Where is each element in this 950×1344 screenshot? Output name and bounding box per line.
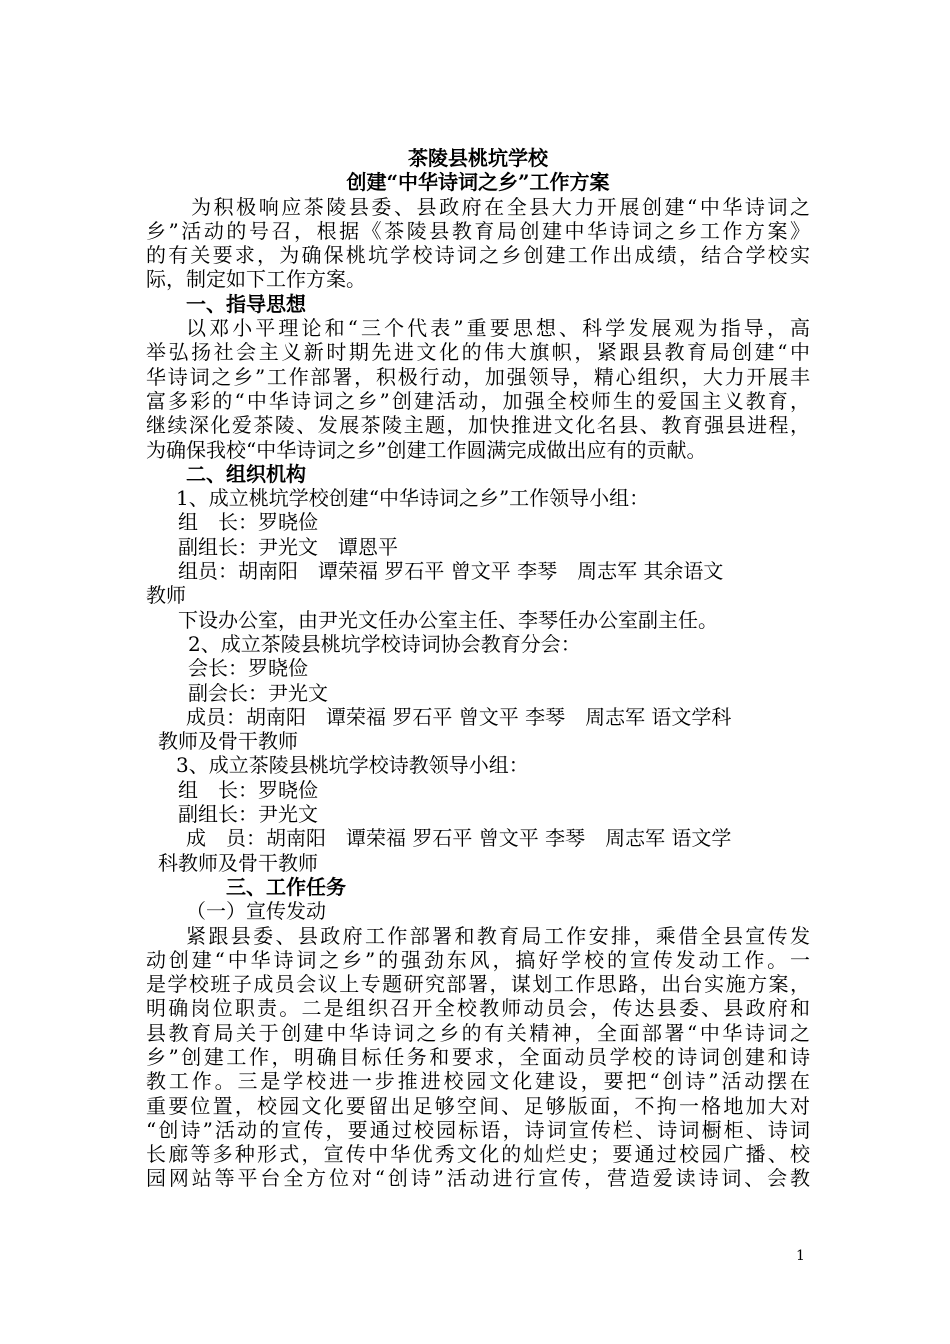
intro-line: 乡”活动的号召，根据《茶陵县教育局创建中华诗词之乡工作方案》 bbox=[146, 218, 810, 243]
paragraph-line: 是学校班子成员会议上专题研究部署，谋划工作思路，出台实施方案， bbox=[146, 972, 810, 997]
org-deputy: 副组长：尹光文 谭恩平 bbox=[178, 534, 398, 559]
org-leader: 会长：罗晓俭 bbox=[188, 656, 308, 681]
paragraph-line: “创诗”活动的宣传，要通过校园标语，诗词宣传栏、诗词橱柜、诗词 bbox=[146, 1117, 810, 1142]
paragraph-line: 紧跟县委、县政府工作部署和教育局工作安排，乘借全县宣传发 bbox=[186, 923, 810, 948]
paragraph-line: 富多彩的“中华诗词之乡”创建活动，加强全校师生的爱国主义教育， bbox=[146, 388, 810, 413]
org-members: 科教师及骨干教师 bbox=[158, 850, 318, 875]
section-heading: 二、组织机构 bbox=[186, 461, 306, 486]
org-group-title: 1、成立桃坑学校创建“中华诗词之乡”工作领导小组： bbox=[176, 486, 650, 511]
page-number: 1 bbox=[796, 1248, 805, 1264]
section-heading: 一、指导思想 bbox=[186, 291, 306, 316]
paragraph-line: 继续深化爱茶陵、发展茶陵主题，加快推进文化名县、教育强县进程， bbox=[146, 413, 810, 438]
org-office: 下设办公室，由尹光文任办公室主任、李琴任办公室副主任。 bbox=[178, 607, 718, 632]
org-leader: 组 长：罗晓俭 bbox=[178, 777, 318, 802]
paragraph-line: 重要位置，校园文化要留出足够空间、足够版面，不拘一格地加大对 bbox=[146, 1093, 810, 1118]
paragraph-line: 园网站等平台全方位对“创诗”活动进行宣传，营造爱读诗词、会教 bbox=[146, 1166, 810, 1191]
org-group-title: 2、成立茶陵县桃坑学校诗词协会教育分会： bbox=[188, 631, 581, 656]
org-members: 教师及骨干教师 bbox=[158, 729, 298, 754]
paragraph-line: 动创建“中华诗词之乡”的强劲东风，搞好学校的宣传发动工作。一 bbox=[146, 947, 810, 972]
org-leader: 组 长：罗晓俭 bbox=[178, 510, 318, 535]
intro-line: 为积极响应茶陵县委、县政府在全县大力开展创建“中华诗词之 bbox=[146, 194, 810, 219]
org-deputy: 副会长：尹光文 bbox=[188, 680, 328, 705]
paragraph-line: 明确岗位职责。二是组织召开全校教师动员会，传达县委、县政府和 bbox=[146, 996, 810, 1021]
paragraph-line: 乡”创建工作，明确目标任务和要求，全面动员学校的诗词创建和诗 bbox=[146, 1044, 810, 1069]
org-members: 组员：胡南阳 谭荣福 罗石平 曾文平 李琴 周志军 其余语文 bbox=[178, 559, 724, 584]
org-members: 教师 bbox=[146, 583, 186, 608]
org-members: 成员：胡南阳 谭荣福 罗石平 曾文平 李琴 周志军 语文学科 bbox=[186, 704, 732, 729]
paragraph-line: 长廊等多种形式，宣传中华优秀文化的灿烂史；要通过校园广播、校 bbox=[146, 1142, 810, 1167]
subsection-heading: （一）宣传发动 bbox=[186, 899, 326, 924]
intro-line: 的有关要求，为确保桃坑学校诗词之乡创建工作出成绩，结合学校实 bbox=[146, 243, 810, 268]
paragraph-line: 华诗词之乡”工作部署，积极行动，加强领导，精心组织，大力开展丰 bbox=[146, 364, 810, 389]
org-deputy: 副组长：尹光文 bbox=[178, 802, 318, 827]
paragraph-line: 教工作。三是学校进一步推进校园文化建设，要把“创诗”活动摆在 bbox=[146, 1069, 810, 1094]
section-heading: 三、工作任务 bbox=[226, 874, 346, 899]
paragraph-line: 以邓小平理论和“三个代表”重要思想、科学发展观为指导，高 bbox=[186, 316, 810, 341]
document-subtitle: 创建“中华诗词之乡”工作方案 bbox=[346, 170, 610, 195]
paragraph-line: 举弘扬社会主义新时期先进文化的伟大旗帜，紧跟县教育局创建“中 bbox=[146, 340, 810, 365]
document-body bbox=[146, 146, 810, 1191]
org-members: 成 员：胡南阳 谭荣福 罗石平 曾文平 李琴 周志军 语文学 bbox=[186, 826, 732, 851]
org-group-title: 3、成立茶陵县桃坑学校诗教领导小组： bbox=[176, 753, 529, 778]
paragraph-line: 县教育局关于创建中华诗词之乡的有关精神，全面部署“中华诗词之 bbox=[146, 1020, 810, 1045]
paragraph-line: 为确保我校“中华诗词之乡”创建工作圆满完成做出应有的贡献。 bbox=[146, 437, 707, 462]
document-title: 茶陵县桃坑学校 bbox=[408, 146, 548, 170]
intro-line: 际，制定如下工作方案。 bbox=[146, 267, 366, 292]
